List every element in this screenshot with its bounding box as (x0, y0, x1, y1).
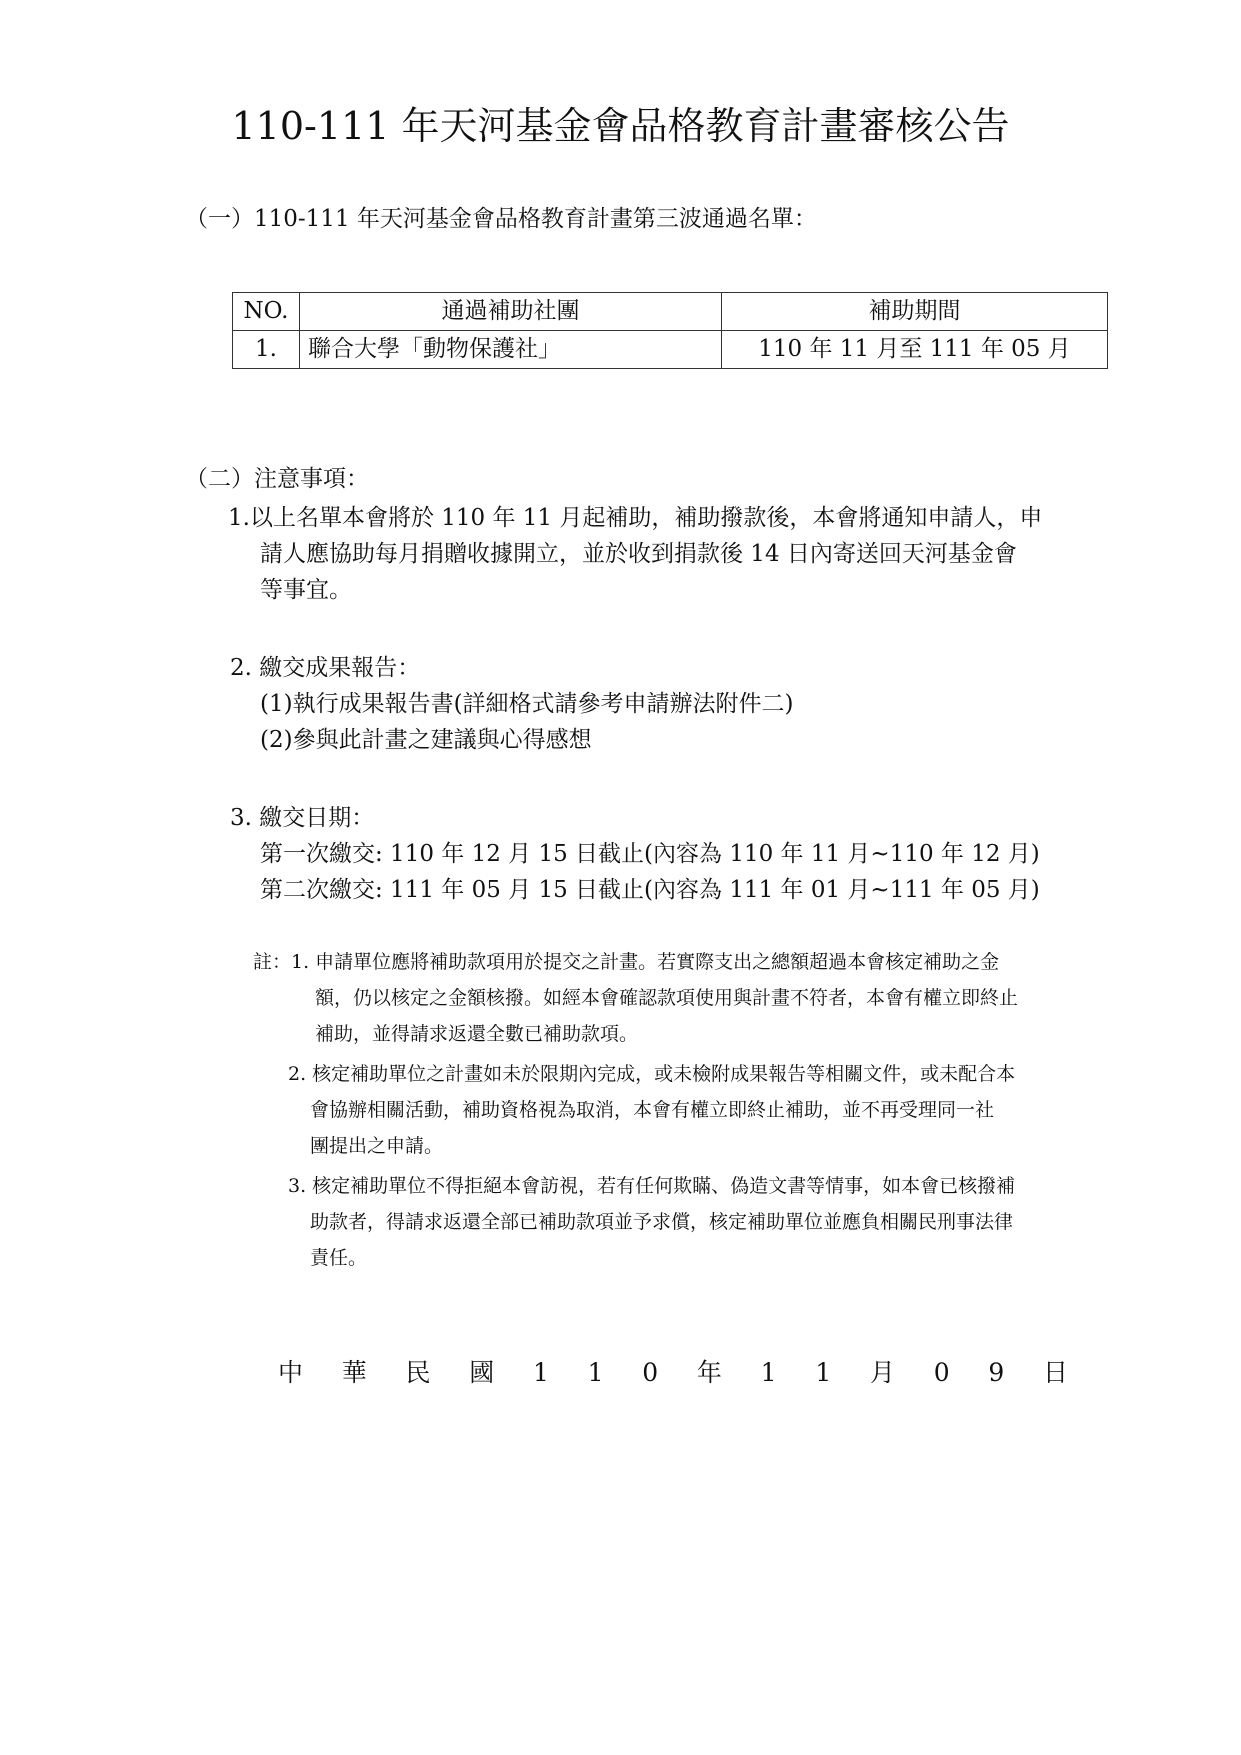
note-3-line-2: 助款者，得請求返還全部已補助款項並予求償，核定補助單位並應負相關民刑事法律 (310, 1211, 1014, 1233)
item-2-heading: 2. 繳交成果報告： (230, 655, 421, 681)
item-2-sub-2: (2)參與此計畫之建議與心得感想 (260, 727, 592, 753)
document-title: 110-111 年天河基金會品格教育計畫審核公告 (231, 104, 1010, 148)
item-1-line-2: 請人應協助每月捐贈收據開立，並於收到捐款後 14 日內寄送回天河基金會 (260, 541, 1017, 567)
item-1-line-3: 等事宜。 (260, 577, 352, 603)
date-char: 1 (587, 1358, 604, 1387)
note-2-line-3: 團提出之申請。 (310, 1135, 444, 1157)
table-header-row (233, 293, 1108, 331)
item-3-second-submission: 第二次繳交: 111 年 05 月 15 日截止(內容為 111 年 01 月~111 年 05 月) (260, 877, 1040, 903)
cell-period: 110 年 11 月至 111 年 05 月 (722, 331, 1108, 369)
date-char: 國 (469, 1358, 495, 1387)
header-club: 通過補助社團 (300, 293, 722, 331)
date-char: 民 (405, 1358, 431, 1387)
item-1-line-1: 1.以上名單本會將於 110 年 11 月起補助，補助撥款後，本會將通知申請人，申 (228, 505, 1043, 531)
cell-club: 聯合大學「動物保護社」 (300, 331, 722, 369)
header-period: 補助期間 (722, 293, 1108, 331)
note-2-line-2: 會協辦相關活動，補助資格視為取消，本會有權立即終止補助，並不再受理同一社 (310, 1099, 995, 1121)
date-char: 1 (760, 1358, 777, 1387)
section-1-heading: （一）110-111 年天河基金會品格教育計畫第三波通過名單： (185, 206, 817, 232)
date-char: 月 (869, 1358, 895, 1387)
cell-no: 1. (233, 331, 300, 369)
date-char: 華 (341, 1358, 367, 1387)
note-1-line-2: 額，仍以核定之金額核撥。如經本會確認款項使用與計畫不符者，本會有權立即終止 (315, 987, 1019, 1009)
date-char: 1 (533, 1358, 549, 1387)
date-char: 中 (278, 1358, 304, 1387)
date-char: 0 (642, 1358, 659, 1387)
note-3-line-3: 責任。 (310, 1247, 368, 1269)
header-no: NO. (233, 293, 300, 331)
note-3-line-1: 3. 核定補助單位不得拒絕本會訪視，若有任何欺瞞、偽造文書等情事，如本會已核撥補 (288, 1175, 1016, 1197)
approved-clubs-table (232, 292, 1108, 369)
note-2-line-1: 2. 核定補助單位之計畫如未於限期內完成，或未檢附成果報告等相關文件，或未配合本 (288, 1063, 1016, 1085)
date-char: 日 (1042, 1358, 1068, 1387)
date-char: 9 (988, 1358, 1005, 1387)
document-date (278, 1355, 1068, 1391)
item-3-heading: 3. 繳交日期： (230, 805, 375, 831)
date-char: 年 (696, 1358, 722, 1387)
table-row (233, 331, 1108, 369)
item-3-first-submission: 第一次繳交: 110 年 12 月 15 日截止(內容為 110 年 11 月~110 年 12 月) (260, 841, 1040, 867)
note-1-line-3: 補助，並得請求返還全數已補助款項。 (315, 1023, 639, 1045)
date-char: 1 (815, 1358, 832, 1387)
date-char: 0 (933, 1358, 950, 1387)
note-1-line-1: 註：1. 申請單位應將補助款項用於提交之計畫。若實際支出之總額超過本會核定補助之金 (253, 951, 1000, 973)
section-2-heading: （二）注意事項： (185, 466, 369, 492)
item-2-sub-1: (1)執行成果報告書(詳細格式請參考申請辦法附件二) (260, 691, 794, 717)
